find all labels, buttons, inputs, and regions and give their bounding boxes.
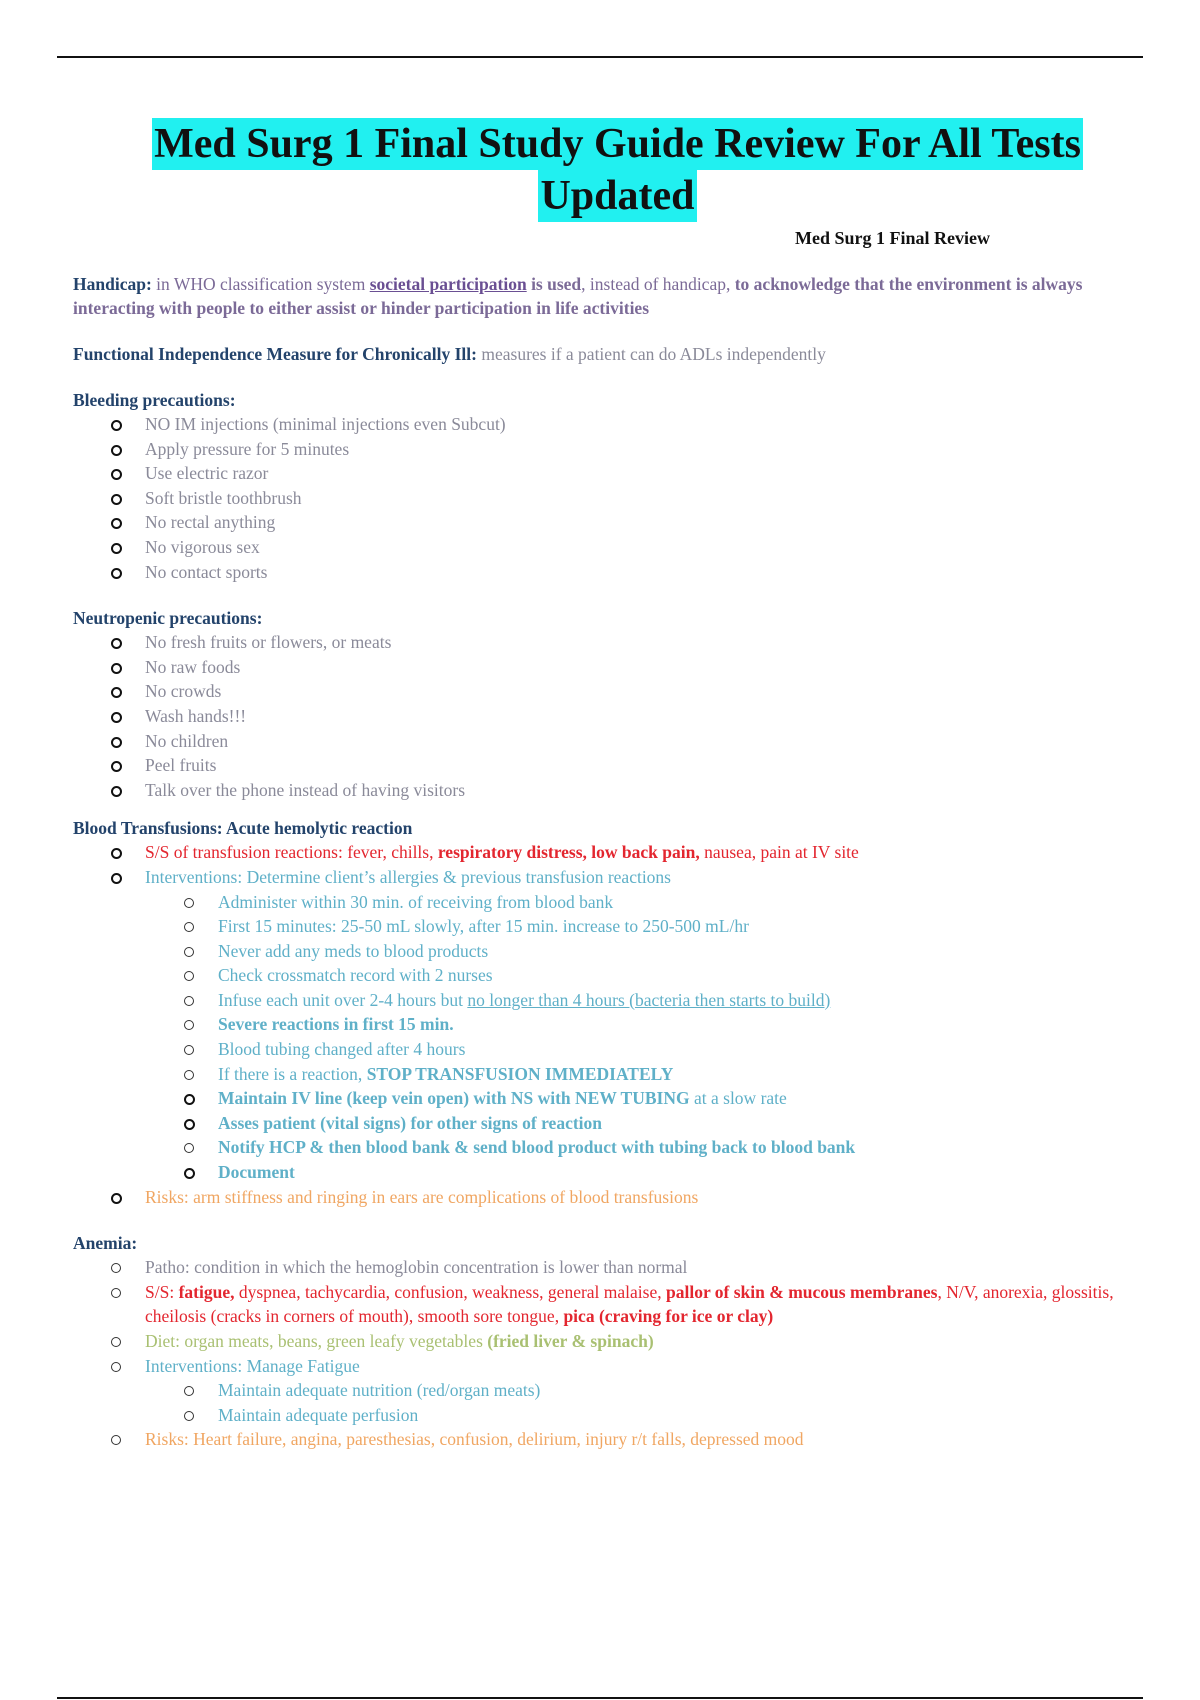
fim-text: measures if a patient can do ADLs independently [476, 344, 826, 364]
anemia-patho: Patho: condition in which the hemoglobin concentration is lower than normal [145, 1257, 688, 1278]
list-item-text: Never add any meds to blood products [218, 940, 489, 961]
list-item [73, 630, 1163, 655]
list-item [73, 1427, 1163, 1452]
bullet-icon [184, 971, 194, 981]
list-item-text: No rectal anything [145, 512, 276, 533]
bullet-icon [111, 1288, 121, 1298]
list-item [73, 1403, 1163, 1428]
list-item [73, 560, 1163, 585]
list-item [73, 1062, 1163, 1087]
list-item-text: Soft bristle toothbrush [145, 487, 302, 508]
bullet-icon [111, 1193, 122, 1204]
bullet-icon [111, 420, 122, 431]
bullet-icon [184, 1045, 194, 1055]
bullet-icon [111, 1362, 121, 1372]
list-item-bold: STOP TRANSFUSION IMMEDIATELY [366, 1063, 674, 1084]
list-item-text: No vigorous sex [145, 536, 260, 557]
bullet-icon [111, 469, 122, 480]
bullet-icon [111, 1337, 121, 1347]
list-item [73, 655, 1163, 680]
list-item-text: NO IM injections (minimal injections even Subcut) [145, 414, 506, 434]
top-rule [57, 56, 1143, 58]
anemia-ss-bold-2: pallor of skin & mucous membranes [666, 1281, 938, 1302]
list-item [73, 535, 1163, 560]
list-item-text: If there is a reaction, [218, 1063, 367, 1084]
list-item-text: First 15 minutes: 25-50 mL slowly, after 15 min. increase to 250-500 mL/hr [218, 916, 749, 937]
list-item [73, 1280, 1163, 1329]
list-item [73, 461, 1163, 486]
list-item [73, 1378, 1163, 1403]
bullet-icon [111, 494, 122, 505]
anemia-sublist [73, 1378, 1163, 1427]
handicap-text-1: in WHO classification system [151, 274, 370, 294]
anemia-diet: Diet: organ meats, beans, green leafy vegetables [145, 1331, 488, 1351]
transfusion-ss-text: S/S of transfusion reactions: fever, chills, [145, 842, 438, 863]
list-item [73, 988, 1163, 1013]
fim-paragraph [73, 342, 1163, 366]
list-item [73, 486, 1163, 511]
list-item [73, 914, 1163, 939]
bullet-icon [184, 1070, 194, 1080]
anemia-ss-bold-3: pica (craving for ice or clay) [563, 1306, 774, 1327]
document-body [73, 272, 1163, 1452]
anemia-heading: Anemia: [73, 1233, 138, 1254]
bullet-icon [184, 898, 194, 908]
list-item [73, 1111, 1163, 1136]
title-line-1: Med Surg 1 Final Study Guide Review For All Tests [152, 118, 1083, 170]
list-item [73, 1037, 1163, 1062]
list-item-text: Administer within 30 min. of receiving from blood bank [218, 891, 614, 912]
anemia-ss-bold-1: fatigue, [178, 1281, 235, 1302]
anemia-risks: Risks: Heart failure, angina, paresthesias, confusion, delirium, injury r/t falls, depressed mood [145, 1429, 804, 1450]
bullet-icon [111, 873, 122, 884]
list-item-text: Asses patient (vital signs) for other signs of reaction [218, 1112, 603, 1133]
list-item [73, 865, 1163, 1185]
list-item [73, 890, 1163, 915]
anemia-interventions: Interventions: Manage Fatigue [145, 1355, 360, 1376]
bullet-icon [111, 663, 122, 674]
list-item [73, 1135, 1163, 1160]
bullet-icon [184, 947, 194, 957]
handicap-text-5: to acknowledge that the environment is always interacting with people to either assist or hinder participation in life activities [73, 274, 1083, 318]
bullet-icon [184, 1386, 194, 1396]
list-item [73, 1354, 1163, 1428]
list-item [73, 412, 1163, 437]
list-item-text: Document [218, 1162, 295, 1183]
bullet-icon [184, 1168, 195, 1179]
list-item [73, 840, 1163, 865]
list-item-text: No children [145, 730, 229, 751]
list-item-text: Check crossmatch record with 2 nurses [218, 965, 493, 986]
list-item-text: Notify HCP & then blood bank & send blood product with tubing back to blood bank [218, 1137, 856, 1158]
document-title [0, 118, 1200, 222]
list-item [73, 729, 1163, 754]
list-item [73, 778, 1163, 803]
list-item-text: Wash hands!!! [145, 705, 247, 726]
bullet-icon [184, 1020, 194, 1030]
list-item [73, 1160, 1163, 1185]
bullet-icon [111, 543, 122, 554]
list-item [73, 939, 1163, 964]
list-item [73, 963, 1163, 988]
list-item-text: Peel fruits [145, 755, 217, 776]
list-item-text: No raw foods [145, 656, 241, 677]
list-item-bold: Maintain IV line (keep vein open) with NS with NEW TUBING [218, 1088, 690, 1109]
transfusion-ss-bold: respiratory distress, low back pain, [437, 842, 700, 863]
bullet-icon [184, 996, 194, 1006]
transfusion-interventions: Interventions: Determine client’s allergies & previous transfusion reactions [145, 866, 671, 887]
handicap-text-4: , instead of handicap, [581, 274, 735, 294]
handicap-label: Handicap: [73, 274, 152, 294]
anemia-diet-bold: (fried liver & spinach) [487, 1331, 654, 1351]
bullet-icon [111, 1263, 121, 1273]
handicap-paragraph [73, 272, 1163, 320]
neutropenic-heading: Neutropenic precautions: [73, 608, 263, 629]
list-item-text: Use electric razor [145, 463, 269, 484]
list-item-text: Blood tubing changed after 4 hours [218, 1039, 466, 1060]
bullet-icon [111, 1435, 121, 1445]
list-item-text: Infuse each unit over 2-4 hours but [218, 989, 468, 1010]
bullet-icon [111, 687, 122, 698]
bullet-icon [111, 848, 122, 859]
list-item-text: Apply pressure for 5 minutes [145, 438, 350, 459]
bullet-icon [184, 1094, 195, 1105]
list-item-text: at a slow rate [689, 1088, 787, 1109]
handicap-text-2: societal participation [369, 274, 527, 294]
anemia-list [73, 1255, 1163, 1452]
anemia-ss-text-2: , N/V, anorexia, glossitis, cheilosis (cracks in corners of mouth), smooth sore tongue, [145, 1281, 1114, 1327]
transfusion-list [73, 840, 1163, 1209]
transfusion-risks: Risks: arm stiffness and ringing in ears are complications of blood transfusions [145, 1186, 699, 1207]
anemia-ss-text-1: dyspnea, tachycardia, confusion, weakness, general malaise, [234, 1281, 666, 1302]
bullet-icon [111, 638, 122, 649]
transfusion-sublist [73, 890, 1163, 1185]
bullet-icon [184, 922, 194, 932]
bullet-icon [184, 1143, 194, 1153]
bleeding-heading: Bleeding precautions: [73, 390, 236, 410]
list-item-text: No fresh fruits or flowers, or meats [145, 632, 392, 653]
anemia-ss-label: S/S: [145, 1281, 179, 1302]
bleeding-list [73, 412, 1163, 584]
fim-label: Functional Independence Measure for Chronically Ill: [73, 344, 477, 364]
list-item-text: No crowds [145, 681, 222, 702]
bullet-icon [111, 568, 122, 579]
list-item-text: No contact sports [145, 561, 268, 582]
bullet-icon [111, 786, 122, 797]
bullet-icon [184, 1411, 194, 1421]
bullet-icon [111, 761, 122, 772]
list-item [73, 1185, 1163, 1210]
title-line-2: Updated [538, 170, 696, 222]
list-item-text: Maintain adequate nutrition (red/organ meats) [218, 1380, 541, 1401]
transfusion-heading: Blood Transfusions: Acute hemolytic reaction [73, 818, 413, 839]
list-item-underlined: no longer than 4 hours (bacteria then starts to build) [467, 989, 831, 1010]
handicap-text-3: is used [526, 274, 582, 294]
bullet-icon [111, 445, 122, 456]
bullet-icon [111, 737, 122, 748]
list-item [73, 1329, 1163, 1354]
list-item [73, 704, 1163, 729]
list-item [73, 1086, 1163, 1111]
list-item [73, 753, 1163, 778]
document-subtitle: Med Surg 1 Final Review [795, 228, 990, 248]
list-item [73, 1255, 1163, 1280]
bottom-rule [57, 1697, 1143, 1699]
bullet-icon [184, 1119, 195, 1130]
list-item [73, 437, 1163, 462]
list-item [73, 679, 1163, 704]
bullet-icon [111, 712, 122, 723]
neutropenic-list [73, 630, 1163, 802]
list-item [73, 510, 1163, 535]
list-item-text: Severe reactions in first 15 min. [218, 1014, 454, 1035]
bullet-icon [111, 518, 122, 529]
transfusion-ss-text-2: nausea, pain at IV site [699, 842, 859, 863]
list-item-text: Talk over the phone instead of having visitors [145, 779, 466, 800]
list-item-text: Maintain adequate perfusion [218, 1404, 419, 1425]
list-item [73, 1012, 1163, 1037]
